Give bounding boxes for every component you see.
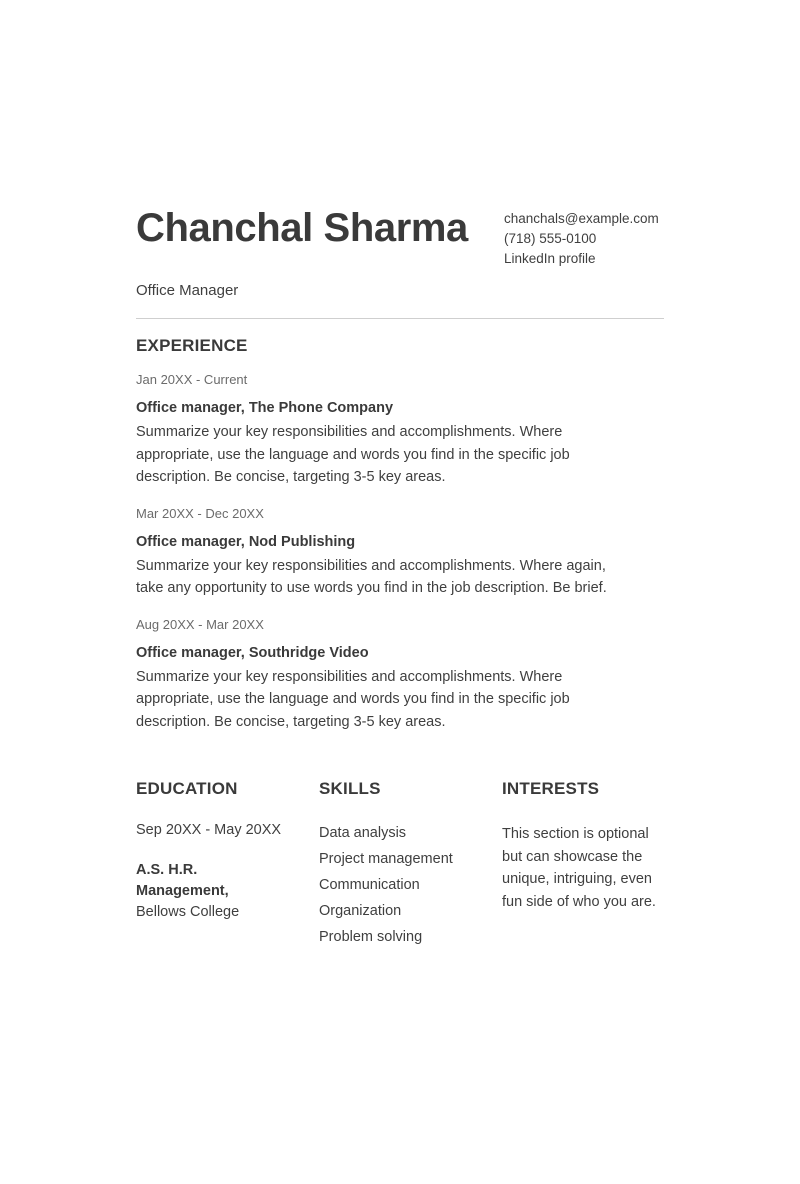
bottom-columns xyxy=(136,779,664,950)
experience-entry-role: Office manager, The Phone Company xyxy=(136,400,394,416)
skills-heading: SKILLS xyxy=(319,779,381,798)
experience-entry xyxy=(136,616,664,734)
contact-email: chanchals@example.com xyxy=(504,211,659,226)
resume-header xyxy=(136,205,664,269)
experience-entry-summary: Summarize your key responsibilities and accomplishments. Where again, take any opportunity to use words you find in the job description. Be brief. xyxy=(136,557,607,596)
experience-entry-summary: Summarize your key responsibilities and accomplishments. Where appropriate, use the language and words you find in the specific job description. Be concise, targeting 3-5 key areas. xyxy=(136,668,570,730)
experience-heading: EXPERIENCE xyxy=(136,336,248,355)
interests-body xyxy=(502,823,685,913)
candidate-job-title: Office Manager xyxy=(136,282,239,299)
education-degree-block xyxy=(136,860,266,923)
header-divider xyxy=(136,318,664,319)
experience-entry xyxy=(136,505,664,600)
experience-entry xyxy=(136,371,664,489)
experience-section xyxy=(136,336,664,733)
contact-block xyxy=(504,205,664,269)
experience-entry-date: Mar 20XX - Dec 20XX xyxy=(136,505,264,521)
skill-item: Communication xyxy=(319,877,420,893)
experience-entry-date: Aug 20XX - Mar 20XX xyxy=(136,616,264,632)
skill-item: Data analysis xyxy=(319,825,407,841)
skills-list xyxy=(319,820,502,950)
resume-content xyxy=(136,205,664,950)
experience-entry-role: Office manager, Southridge Video xyxy=(136,644,369,661)
skill-item: Organization xyxy=(319,903,402,919)
skill-item: Project management xyxy=(319,851,453,867)
skills-body xyxy=(319,820,502,950)
education-body xyxy=(136,820,319,923)
name-block xyxy=(136,205,504,251)
education-date: Sep 20XX - May 20XX xyxy=(136,822,282,838)
contact-phone: (718) 555-0100 xyxy=(504,231,597,246)
education-section xyxy=(136,779,319,923)
experience-entry-date: Jan 20XX - Current xyxy=(136,372,248,387)
interests-text: This section is optional but can showcase the unique, intriguing, even fun side of who you are. xyxy=(502,826,656,910)
experience-entry-role: Office manager, Nod Publishing xyxy=(136,533,356,550)
candidate-name: Chanchal Sharma xyxy=(136,206,468,250)
interests-heading: INTERESTS xyxy=(502,779,600,798)
education-degree: A.S. H.R. Management, xyxy=(136,862,229,899)
experience-entry-summary: Summarize your key responsibilities and accomplishments. Where appropriate, use the language and words you find in the specific job description. Be concise, targeting 3-5 key areas. xyxy=(136,424,570,485)
contact-linkedin: LinkedIn profile xyxy=(504,251,596,266)
interests-section xyxy=(502,779,685,913)
skills-section xyxy=(319,779,502,950)
education-heading: EDUCATION xyxy=(136,779,238,798)
education-school: Bellows College xyxy=(136,904,240,920)
skill-item: Problem solving xyxy=(319,929,423,945)
